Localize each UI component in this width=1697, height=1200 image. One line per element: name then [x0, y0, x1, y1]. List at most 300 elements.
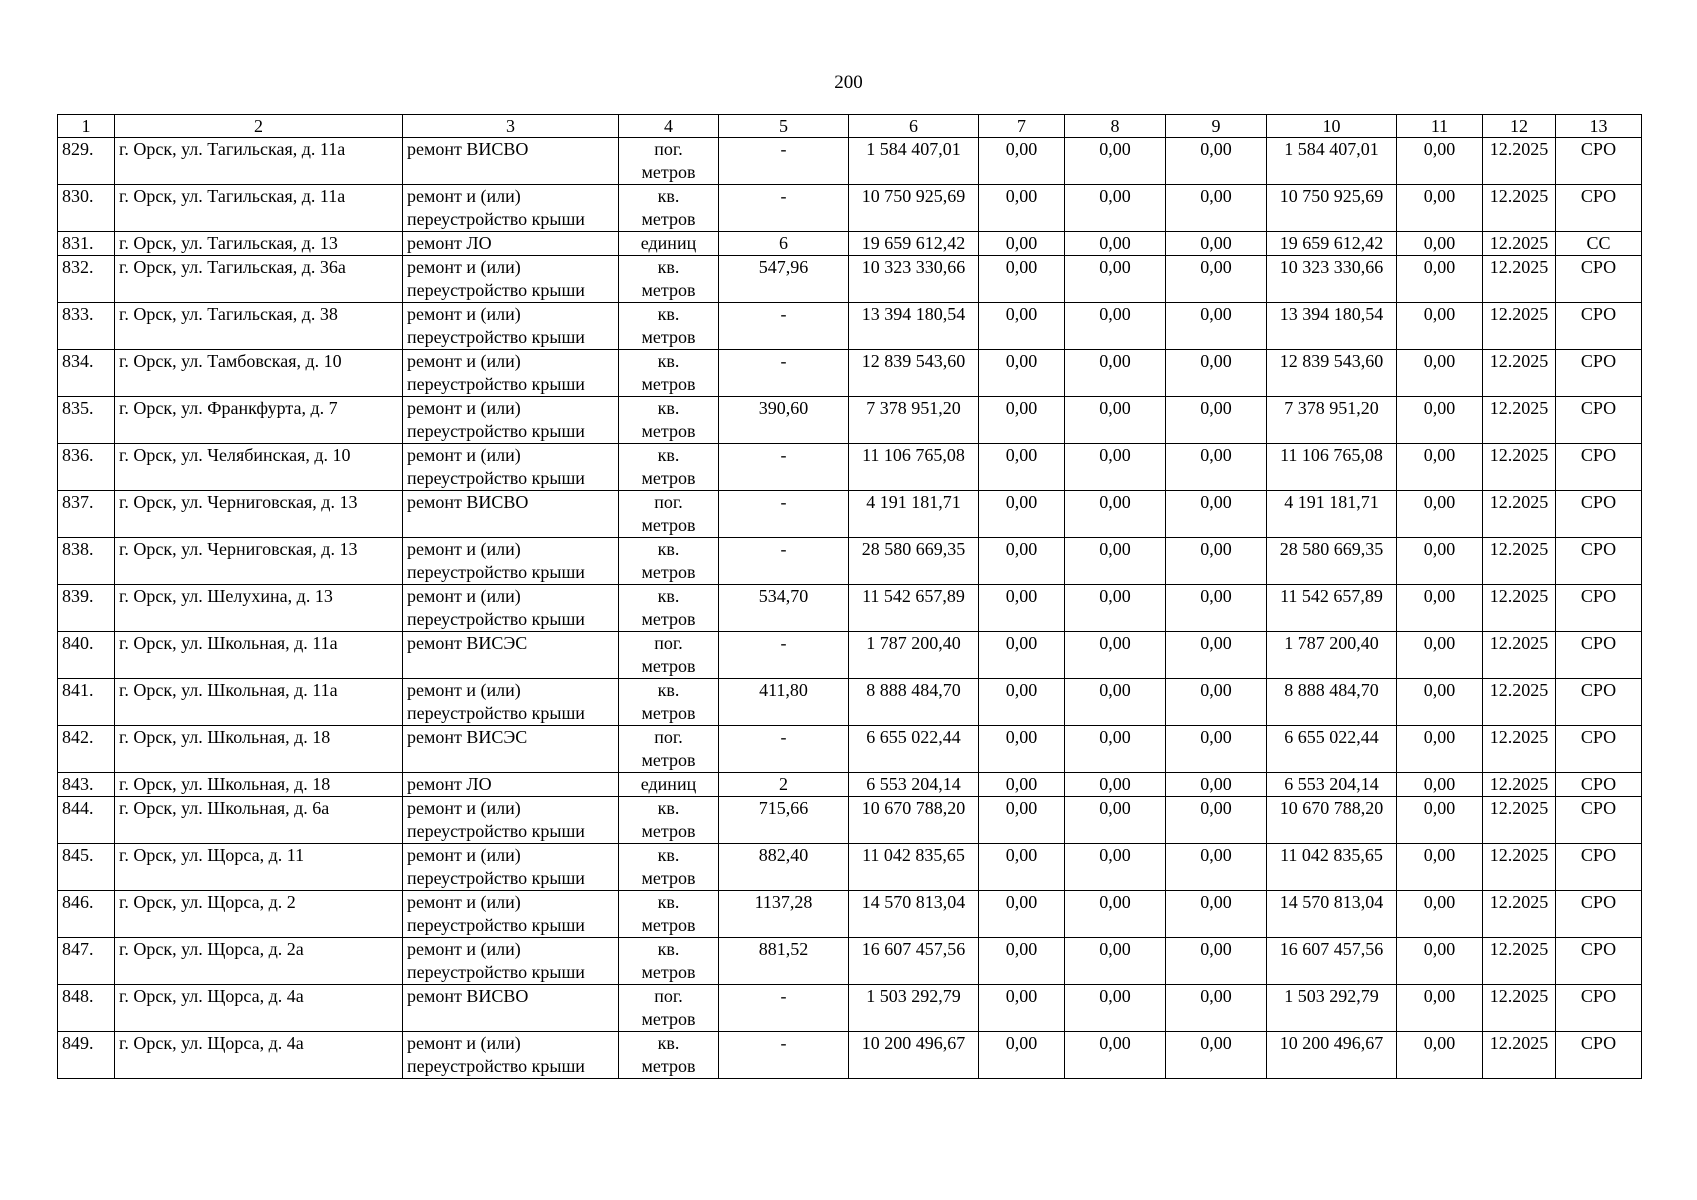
- address-cell: г. Орск, ул. Черниговская, д. 13: [115, 538, 403, 585]
- unit-cell: [619, 256, 719, 303]
- unit-cell-line: метров: [641, 656, 696, 676]
- method-cell: СРО: [1556, 938, 1642, 985]
- table-row: [58, 444, 1642, 491]
- method-cell: СРО: [1556, 138, 1642, 185]
- cost-cell-11: 0,00: [1397, 844, 1483, 891]
- cost-cell-8: 0,00: [1065, 350, 1166, 397]
- work-type-cell: [403, 350, 619, 397]
- total-cost-cell: 10 750 925,69: [849, 185, 979, 232]
- cost-cell-7: 0,00: [979, 1032, 1065, 1079]
- method-cell: СРО: [1556, 256, 1642, 303]
- volume-cell: -: [719, 444, 849, 491]
- work-type-cell-line: ремонт ВИСЭС: [407, 633, 528, 653]
- cost-cell-9: 0,00: [1166, 397, 1267, 444]
- work-type-cell-line: переустройство крыши: [407, 915, 585, 935]
- deadline-cell: 12.2025: [1483, 350, 1556, 397]
- cost-cell-9: 0,00: [1166, 585, 1267, 632]
- method-cell: СРО: [1556, 303, 1642, 350]
- address-cell: г. Орск, ул. Тагильская, д. 11а: [115, 138, 403, 185]
- total-cost-cell: 11 042 835,65: [849, 844, 979, 891]
- total-cost-cell: 8 888 484,70: [849, 679, 979, 726]
- volume-cell: 2: [719, 773, 849, 797]
- cost-cell-11: 0,00: [1397, 303, 1483, 350]
- address-cell: г. Орск, ул. Щорса, д. 2: [115, 891, 403, 938]
- cost-cell-8: 0,00: [1065, 773, 1166, 797]
- cost-cell-7: 0,00: [979, 138, 1065, 185]
- work-type-cell-line: ремонт и (или): [407, 845, 521, 865]
- cost-cell-9: 0,00: [1166, 773, 1267, 797]
- cost-cell-7: 0,00: [979, 844, 1065, 891]
- address-cell: г. Орск, ул. Щорса, д. 2а: [115, 938, 403, 985]
- unit-cell-line: кв.: [657, 798, 680, 818]
- unit-cell: [619, 632, 719, 679]
- work-type-cell-line: ремонт и (или): [407, 445, 521, 465]
- cost-cell-7: 0,00: [979, 538, 1065, 585]
- work-type-cell-line: ремонт и (или): [407, 257, 521, 277]
- unit-cell-line: кв.: [657, 257, 680, 277]
- method-cell: СРО: [1556, 773, 1642, 797]
- volume-cell: -: [719, 350, 849, 397]
- method-cell: СРО: [1556, 797, 1642, 844]
- column-header: 8: [1065, 115, 1166, 138]
- address-cell: г. Орск, ул. Школьная, д. 11а: [115, 632, 403, 679]
- table-row: [58, 985, 1642, 1032]
- cost-cell-10: 11 042 835,65: [1267, 844, 1397, 891]
- row-number: 837.: [58, 491, 115, 538]
- total-cost-cell: 7 378 951,20: [849, 397, 979, 444]
- unit-cell-line: метров: [641, 515, 696, 535]
- cost-cell-7: 0,00: [979, 303, 1065, 350]
- unit-cell-line: метров: [641, 162, 696, 182]
- work-type-cell: [403, 726, 619, 773]
- unit-cell: [619, 185, 719, 232]
- row-number: 839.: [58, 585, 115, 632]
- address-cell: г. Орск, ул. Щорса, д. 11: [115, 844, 403, 891]
- column-header: 10: [1267, 115, 1397, 138]
- table-row: [58, 891, 1642, 938]
- work-type-cell-line: переустройство крыши: [407, 562, 585, 582]
- column-header: 6: [849, 115, 979, 138]
- work-type-cell-line: переустройство крыши: [407, 280, 585, 300]
- total-cost-cell: 10 323 330,66: [849, 256, 979, 303]
- cost-cell-7: 0,00: [979, 232, 1065, 256]
- cost-cell-10: 19 659 612,42: [1267, 232, 1397, 256]
- cost-cell-9: 0,00: [1166, 726, 1267, 773]
- table-row: [58, 350, 1642, 397]
- work-type-cell: [403, 232, 619, 256]
- cost-cell-8: 0,00: [1065, 1032, 1166, 1079]
- cost-cell-9: 0,00: [1166, 185, 1267, 232]
- cost-cell-11: 0,00: [1397, 797, 1483, 844]
- cost-cell-11: 0,00: [1397, 679, 1483, 726]
- deadline-cell: 12.2025: [1483, 232, 1556, 256]
- cost-cell-10: 10 200 496,67: [1267, 1032, 1397, 1079]
- work-type-cell: [403, 632, 619, 679]
- row-number: 833.: [58, 303, 115, 350]
- method-cell: СРО: [1556, 444, 1642, 491]
- deadline-cell: 12.2025: [1483, 538, 1556, 585]
- method-cell: СРО: [1556, 844, 1642, 891]
- column-header: 12: [1483, 115, 1556, 138]
- method-cell: СРО: [1556, 185, 1642, 232]
- total-cost-cell: 10 200 496,67: [849, 1032, 979, 1079]
- unit-cell-line: кв.: [657, 680, 680, 700]
- cost-cell-8: 0,00: [1065, 679, 1166, 726]
- work-type-cell-line: ремонт ЛО: [407, 774, 492, 794]
- volume-cell: 882,40: [719, 844, 849, 891]
- cost-cell-8: 0,00: [1065, 232, 1166, 256]
- row-number: 842.: [58, 726, 115, 773]
- unit-cell-line: кв.: [657, 845, 680, 865]
- cost-cell-7: 0,00: [979, 350, 1065, 397]
- cost-cell-7: 0,00: [979, 632, 1065, 679]
- work-type-cell-line: ремонт и (или): [407, 398, 521, 418]
- cost-cell-7: 0,00: [979, 491, 1065, 538]
- deadline-cell: 12.2025: [1483, 632, 1556, 679]
- work-type-cell: [403, 844, 619, 891]
- deadline-cell: 12.2025: [1483, 585, 1556, 632]
- unit-cell-line: пог.: [654, 492, 683, 512]
- row-number: 832.: [58, 256, 115, 303]
- work-type-cell: [403, 679, 619, 726]
- work-type-cell: [403, 1032, 619, 1079]
- unit-cell: [619, 444, 719, 491]
- unit-cell-line: метров: [641, 703, 696, 723]
- unit-cell-line: метров: [641, 280, 696, 300]
- table-row: [58, 773, 1642, 797]
- cost-cell-7: 0,00: [979, 938, 1065, 985]
- unit-cell-line: метров: [641, 750, 696, 770]
- work-type-cell-line: переустройство крыши: [407, 609, 585, 629]
- column-header: 7: [979, 115, 1065, 138]
- cost-cell-11: 0,00: [1397, 397, 1483, 444]
- work-type-cell-line: ремонт и (или): [407, 892, 521, 912]
- work-type-cell-line: переустройство крыши: [407, 374, 585, 394]
- volume-cell: -: [719, 1032, 849, 1079]
- work-type-cell-line: ремонт ВИСВО: [407, 986, 529, 1006]
- deadline-cell: 12.2025: [1483, 397, 1556, 444]
- cost-cell-11: 0,00: [1397, 256, 1483, 303]
- table-row: [58, 585, 1642, 632]
- row-number: 830.: [58, 185, 115, 232]
- cost-cell-9: 0,00: [1166, 444, 1267, 491]
- column-header: 2: [115, 115, 403, 138]
- row-number: 840.: [58, 632, 115, 679]
- total-cost-cell: 1 787 200,40: [849, 632, 979, 679]
- work-type-cell: [403, 585, 619, 632]
- volume-cell: -: [719, 985, 849, 1032]
- volume-cell: -: [719, 726, 849, 773]
- unit-cell: [619, 232, 719, 256]
- address-cell: г. Орск, ул. Тагильская, д. 36а: [115, 256, 403, 303]
- cost-cell-10: 1 787 200,40: [1267, 632, 1397, 679]
- unit-cell-line: метров: [641, 915, 696, 935]
- unit-cell-line: пог.: [654, 139, 683, 159]
- method-cell: СРО: [1556, 538, 1642, 585]
- row-number: 831.: [58, 232, 115, 256]
- table-row: [58, 303, 1642, 350]
- work-type-cell-line: ремонт ВИСВО: [407, 139, 529, 159]
- deadline-cell: 12.2025: [1483, 797, 1556, 844]
- volume-cell: -: [719, 303, 849, 350]
- cost-cell-9: 0,00: [1166, 891, 1267, 938]
- table-row: [58, 844, 1642, 891]
- work-type-cell-line: переустройство крыши: [407, 1056, 585, 1076]
- unit-cell-line: метров: [641, 821, 696, 841]
- volume-cell: -: [719, 491, 849, 538]
- work-type-cell: [403, 938, 619, 985]
- address-cell: г. Орск, ул. Тагильская, д. 13: [115, 232, 403, 256]
- cost-cell-7: 0,00: [979, 985, 1065, 1032]
- cost-cell-11: 0,00: [1397, 538, 1483, 585]
- address-cell: г. Орск, ул. Тагильская, д. 11а: [115, 185, 403, 232]
- unit-cell: [619, 938, 719, 985]
- unit-cell-line: метров: [641, 1009, 696, 1029]
- unit-cell-line: метров: [641, 209, 696, 229]
- total-cost-cell: 14 570 813,04: [849, 891, 979, 938]
- cost-cell-10: 7 378 951,20: [1267, 397, 1397, 444]
- work-type-cell-line: ремонт и (или): [407, 680, 521, 700]
- table-row: [58, 256, 1642, 303]
- cost-cell-9: 0,00: [1166, 985, 1267, 1032]
- table-body: [58, 115, 1642, 1079]
- row-number: 835.: [58, 397, 115, 444]
- volume-cell: 534,70: [719, 585, 849, 632]
- cost-cell-11: 0,00: [1397, 726, 1483, 773]
- unit-cell-line: кв.: [657, 892, 680, 912]
- cost-cell-7: 0,00: [979, 444, 1065, 491]
- volume-cell: -: [719, 138, 849, 185]
- total-cost-cell: 11 106 765,08: [849, 444, 979, 491]
- cost-cell-9: 0,00: [1166, 679, 1267, 726]
- unit-cell-line: пог.: [654, 633, 683, 653]
- cost-cell-7: 0,00: [979, 185, 1065, 232]
- method-cell: СРО: [1556, 985, 1642, 1032]
- unit-cell-line: кв.: [657, 186, 680, 206]
- cost-cell-9: 0,00: [1166, 1032, 1267, 1079]
- cost-cell-11: 0,00: [1397, 891, 1483, 938]
- row-number: 845.: [58, 844, 115, 891]
- work-type-cell-line: ремонт ЛО: [407, 233, 492, 253]
- cost-cell-10: 8 888 484,70: [1267, 679, 1397, 726]
- volume-cell: -: [719, 538, 849, 585]
- cost-cell-9: 0,00: [1166, 797, 1267, 844]
- deadline-cell: 12.2025: [1483, 844, 1556, 891]
- unit-cell: [619, 538, 719, 585]
- cost-cell-11: 0,00: [1397, 1032, 1483, 1079]
- unit-cell-line: метров: [641, 609, 696, 629]
- unit-cell-line: кв.: [657, 351, 680, 371]
- address-cell: г. Орск, ул. Щорса, д. 4а: [115, 1032, 403, 1079]
- unit-cell-line: метров: [641, 468, 696, 488]
- work-type-cell-line: ремонт и (или): [407, 798, 521, 818]
- cost-cell-11: 0,00: [1397, 938, 1483, 985]
- row-number: 846.: [58, 891, 115, 938]
- cost-cell-9: 0,00: [1166, 350, 1267, 397]
- cost-cell-7: 0,00: [979, 256, 1065, 303]
- table-row: [58, 397, 1642, 444]
- cost-cell-11: 0,00: [1397, 350, 1483, 397]
- table-row: [58, 232, 1642, 256]
- column-header: 11: [1397, 115, 1483, 138]
- unit-cell-line: метров: [641, 421, 696, 441]
- column-number-row: [58, 115, 1642, 138]
- work-type-cell-line: переустройство крыши: [407, 821, 585, 841]
- total-cost-cell: 6 655 022,44: [849, 726, 979, 773]
- total-cost-cell: 6 553 204,14: [849, 773, 979, 797]
- column-header: 4: [619, 115, 719, 138]
- row-number: 844.: [58, 797, 115, 844]
- unit-cell: [619, 350, 719, 397]
- deadline-cell: 12.2025: [1483, 138, 1556, 185]
- unit-cell: [619, 397, 719, 444]
- row-number: 847.: [58, 938, 115, 985]
- cost-cell-10: 1 584 407,01: [1267, 138, 1397, 185]
- unit-cell-line: единиц: [640, 774, 697, 794]
- work-type-cell-line: ремонт и (или): [407, 539, 521, 559]
- work-type-cell: [403, 397, 619, 444]
- total-cost-cell: 28 580 669,35: [849, 538, 979, 585]
- unit-cell: [619, 797, 719, 844]
- cost-cell-11: 0,00: [1397, 632, 1483, 679]
- total-cost-cell: 10 670 788,20: [849, 797, 979, 844]
- volume-cell: 6: [719, 232, 849, 256]
- unit-cell-line: кв.: [657, 939, 680, 959]
- cost-cell-9: 0,00: [1166, 138, 1267, 185]
- unit-cell-line: единиц: [640, 233, 697, 253]
- deadline-cell: 12.2025: [1483, 938, 1556, 985]
- cost-cell-10: 10 670 788,20: [1267, 797, 1397, 844]
- cost-cell-8: 0,00: [1065, 844, 1166, 891]
- method-cell: СРО: [1556, 632, 1642, 679]
- work-type-cell: [403, 256, 619, 303]
- cost-cell-11: 0,00: [1397, 232, 1483, 256]
- work-type-cell-line: переустройство крыши: [407, 468, 585, 488]
- table-row: [58, 632, 1642, 679]
- volume-cell: 715,66: [719, 797, 849, 844]
- unit-cell-line: метров: [641, 962, 696, 982]
- cost-cell-10: 12 839 543,60: [1267, 350, 1397, 397]
- deadline-cell: 12.2025: [1483, 444, 1556, 491]
- table-row: [58, 726, 1642, 773]
- cost-cell-8: 0,00: [1065, 397, 1166, 444]
- work-type-cell: [403, 773, 619, 797]
- work-type-cell-line: ремонт и (или): [407, 586, 521, 606]
- unit-cell-line: пог.: [654, 727, 683, 747]
- total-cost-cell: 19 659 612,42: [849, 232, 979, 256]
- row-number: 841.: [58, 679, 115, 726]
- cost-cell-11: 0,00: [1397, 773, 1483, 797]
- work-type-cell-line: переустройство крыши: [407, 868, 585, 888]
- work-type-cell-line: переустройство крыши: [407, 962, 585, 982]
- unit-cell: [619, 585, 719, 632]
- unit-cell-line: кв.: [657, 445, 680, 465]
- unit-cell: [619, 679, 719, 726]
- unit-cell: [619, 985, 719, 1032]
- cost-cell-10: 28 580 669,35: [1267, 538, 1397, 585]
- work-type-cell-line: ремонт и (или): [407, 304, 521, 324]
- cost-cell-10: 4 191 181,71: [1267, 491, 1397, 538]
- method-cell: СРО: [1556, 491, 1642, 538]
- work-type-cell-line: переустройство крыши: [407, 703, 585, 723]
- cost-cell-7: 0,00: [979, 797, 1065, 844]
- total-cost-cell: 12 839 543,60: [849, 350, 979, 397]
- cost-cell-8: 0,00: [1065, 585, 1166, 632]
- volume-cell: 881,52: [719, 938, 849, 985]
- cost-cell-10: 6 655 022,44: [1267, 726, 1397, 773]
- total-cost-cell: 1 584 407,01: [849, 138, 979, 185]
- work-type-cell-line: ремонт и (или): [407, 186, 521, 206]
- cost-cell-9: 0,00: [1166, 538, 1267, 585]
- unit-cell-line: кв.: [657, 398, 680, 418]
- deadline-cell: 12.2025: [1483, 1032, 1556, 1079]
- total-cost-cell: 4 191 181,71: [849, 491, 979, 538]
- volume-cell: 390,60: [719, 397, 849, 444]
- column-header: 13: [1556, 115, 1642, 138]
- table-row: [58, 538, 1642, 585]
- deadline-cell: 12.2025: [1483, 773, 1556, 797]
- unit-cell: [619, 773, 719, 797]
- page-number: 200: [834, 72, 863, 93]
- cost-cell-11: 0,00: [1397, 985, 1483, 1032]
- cost-cell-8: 0,00: [1065, 726, 1166, 773]
- address-cell: г. Орск, ул. Шелухина, д. 13: [115, 585, 403, 632]
- repair-plan-table: [57, 114, 1642, 1079]
- row-number: 848.: [58, 985, 115, 1032]
- method-cell: СРО: [1556, 726, 1642, 773]
- cost-cell-8: 0,00: [1065, 256, 1166, 303]
- work-type-cell: [403, 491, 619, 538]
- deadline-cell: 12.2025: [1483, 303, 1556, 350]
- cost-cell-10: 16 607 457,56: [1267, 938, 1397, 985]
- cost-cell-8: 0,00: [1065, 444, 1166, 491]
- method-cell: СРО: [1556, 679, 1642, 726]
- cost-cell-8: 0,00: [1065, 491, 1166, 538]
- volume-cell: -: [719, 185, 849, 232]
- work-type-cell-line: ремонт ВИСЭС: [407, 727, 528, 747]
- cost-cell-10: 10 323 330,66: [1267, 256, 1397, 303]
- deadline-cell: 12.2025: [1483, 185, 1556, 232]
- cost-cell-8: 0,00: [1065, 538, 1166, 585]
- unit-cell-line: кв.: [657, 586, 680, 606]
- cost-cell-8: 0,00: [1065, 891, 1166, 938]
- cost-cell-11: 0,00: [1397, 444, 1483, 491]
- unit-cell: [619, 138, 719, 185]
- cost-cell-9: 0,00: [1166, 303, 1267, 350]
- row-number: 834.: [58, 350, 115, 397]
- work-type-cell: [403, 891, 619, 938]
- row-number: 849.: [58, 1032, 115, 1079]
- method-cell: СРО: [1556, 891, 1642, 938]
- work-type-cell-line: ремонт ВИСВО: [407, 492, 529, 512]
- deadline-cell: 12.2025: [1483, 491, 1556, 538]
- table-row: [58, 797, 1642, 844]
- unit-cell: [619, 1032, 719, 1079]
- cost-cell-8: 0,00: [1065, 185, 1166, 232]
- table-row: [58, 491, 1642, 538]
- unit-cell-line: кв.: [657, 304, 680, 324]
- cost-cell-8: 0,00: [1065, 985, 1166, 1032]
- deadline-cell: 12.2025: [1483, 726, 1556, 773]
- cost-cell-10: 6 553 204,14: [1267, 773, 1397, 797]
- cost-cell-7: 0,00: [979, 679, 1065, 726]
- address-cell: г. Орск, ул. Черниговская, д. 13: [115, 491, 403, 538]
- total-cost-cell: 11 542 657,89: [849, 585, 979, 632]
- total-cost-cell: 1 503 292,79: [849, 985, 979, 1032]
- cost-cell-10: 13 394 180,54: [1267, 303, 1397, 350]
- total-cost-cell: 16 607 457,56: [849, 938, 979, 985]
- volume-cell: 1137,28: [719, 891, 849, 938]
